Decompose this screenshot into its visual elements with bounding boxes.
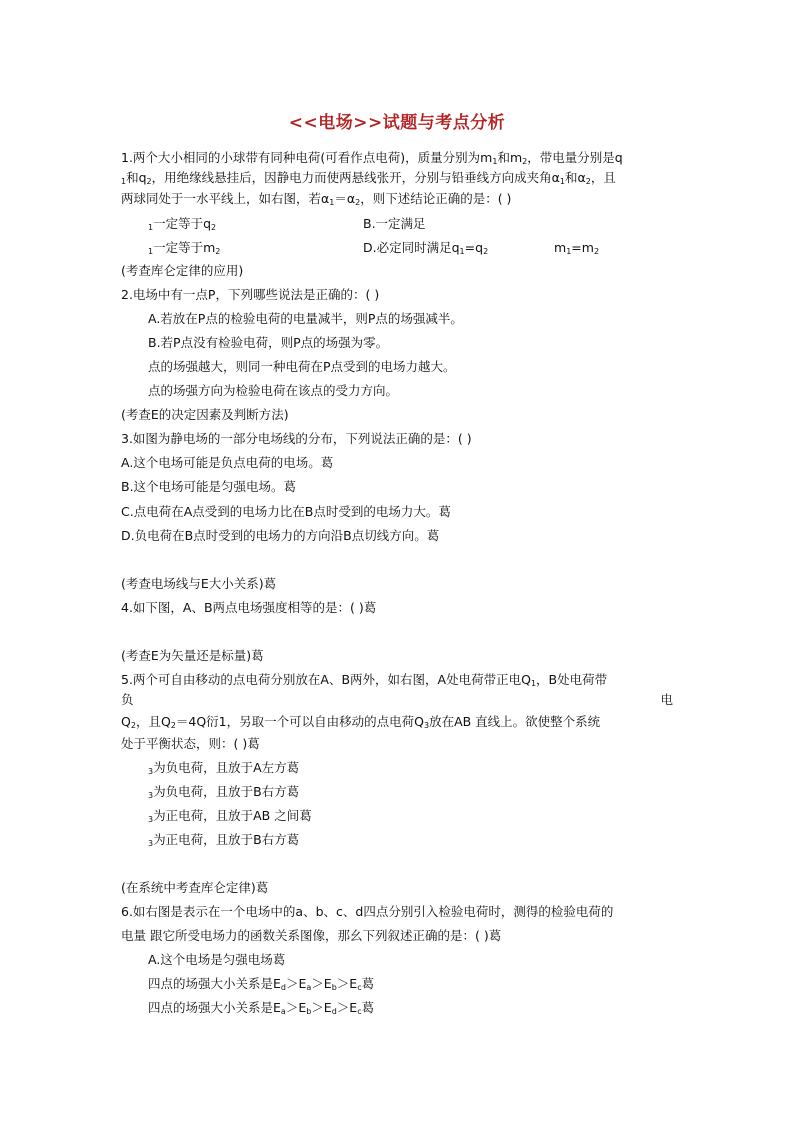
q2-option-c: 点的场强越大，则同一种电荷在P点受到的电场力越大。 <box>148 359 456 374</box>
q3-option-a: A.这个电场可能是负点电荷的电场。葛 <box>121 455 334 470</box>
q3-stem: 3.如图为静电场的一部分电场线的分布，下列说法正确的是：( ) <box>121 431 472 446</box>
q6-line2: 电量 跟它所受电场力的函数关系图像，那幺下列叙述正确的是：( )葛 <box>121 928 502 943</box>
q1-option-b: B.一定满足 <box>363 216 426 231</box>
q6-option-b: 四点的场强大小关系是$E_d>E_a>E_b>E_c$葛 <box>148 976 375 992</box>
q2-option-d: 点的场强方向为检验电荷在该点的受力方向。 <box>148 383 399 398</box>
q3-option-c: C.点电荷在A点受到的电场力比在B点时受到的电场力大。葛 <box>121 504 451 519</box>
q5-note: (在系统中考查库仑定律)葛 <box>121 880 269 895</box>
q4-note: (考查E为矢量还是标量)葛 <box>121 648 264 663</box>
q5-line4: 处于平衡状态，则：( )葛 <box>121 736 260 751</box>
q1-option-a: $_1$一定等于$q_2$ B.一定满足 <box>148 216 426 232</box>
q1-line1: 1.两个大小相同的小球带有同种电荷(可看作点电荷)，质量分别为$m_1$和$m_2$，带电量分别是q <box>121 150 623 166</box>
q4-stem: 4.如下图，A、B两点电场强度相等的是：( )葛 <box>121 600 377 615</box>
q2-note: (考查E的决定因素及判断方法) <box>121 407 289 422</box>
q5-option-c: $_3$为正电荷，且放于AB 之间葛 <box>148 808 312 824</box>
q3-note: (考查电场线与E大小关系)葛 <box>121 576 277 591</box>
page-title: <<电场>>试题与考点分析 <box>288 113 506 133</box>
q5-line1: 5.两个可自由移动的点电荷分别放在A、B两外，如右图，A处电荷带正电$Q_1$，B处电荷带 <box>121 672 608 688</box>
q1-note: (考查库仑定律的应用) <box>121 263 244 278</box>
q6-option-c: 四点的场强大小关系是$E_a>E_b>E_d>E_c$葛 <box>148 1000 375 1016</box>
q1-option-d-mass: $m_1=m_2$ <box>554 240 600 256</box>
q5-option-b: $_3$为负电荷，且放于B右方葛 <box>148 784 300 800</box>
q3-option-d: D.负电荷在B点时受到的电场力的方向沿B点切线方向。葛 <box>121 528 440 543</box>
q1-line2: $_1$和$q_2$，用绝缘线悬挂后，因静电力而使两悬线张开，分别与铅垂线方向成夹角$\alpha_1$和$\alpha_2$，且 <box>121 170 616 186</box>
q1-option-c: $_1$一定等于$m_2$ D.必定同时满足$q_1=q_2$ $m_1=m_2$ <box>148 240 600 256</box>
q2-option-b: B.若P点没有检验电荷，则P点的场强为零。 <box>148 335 389 350</box>
q6-option-a: A.这个电场是匀强电场葛 <box>148 952 286 967</box>
q2-option-a: A.若放在P点的检验电荷的电量减半，则P点的场强减半。 <box>148 311 463 326</box>
q5-option-a: $_3$为负电荷，且放于A左方葛 <box>148 760 300 776</box>
q6-line1: 6.如右图是表示在一个电场中的a、b、c、d四点分别引入检验电荷时，测得的检验电荷的 <box>121 904 614 919</box>
q5-line3: $Q_2$，且$Q_2=4Q$衍1，另取一个可以自由移动的点电荷$Q_3$放在AB 直线上。欲使整个系统 <box>121 714 601 730</box>
q5-line2: 负 电 <box>121 692 673 707</box>
q5-option-d: $_3$为正电荷，且放于B右方葛 <box>148 832 300 848</box>
q2-stem: 2.电场中有一点P，下列哪些说法是正确的：( ) <box>121 287 380 302</box>
q1-option-d: D.必定同时满足$q_1=q_2$ <box>363 240 489 256</box>
q3-option-b: B.这个电场可能是匀强电场。葛 <box>121 479 297 494</box>
q1-line3: 两球同处于一水平线上，如右图，若$\alpha_1=\alpha_2$，则下述结论正确的是：( ) <box>121 191 512 207</box>
